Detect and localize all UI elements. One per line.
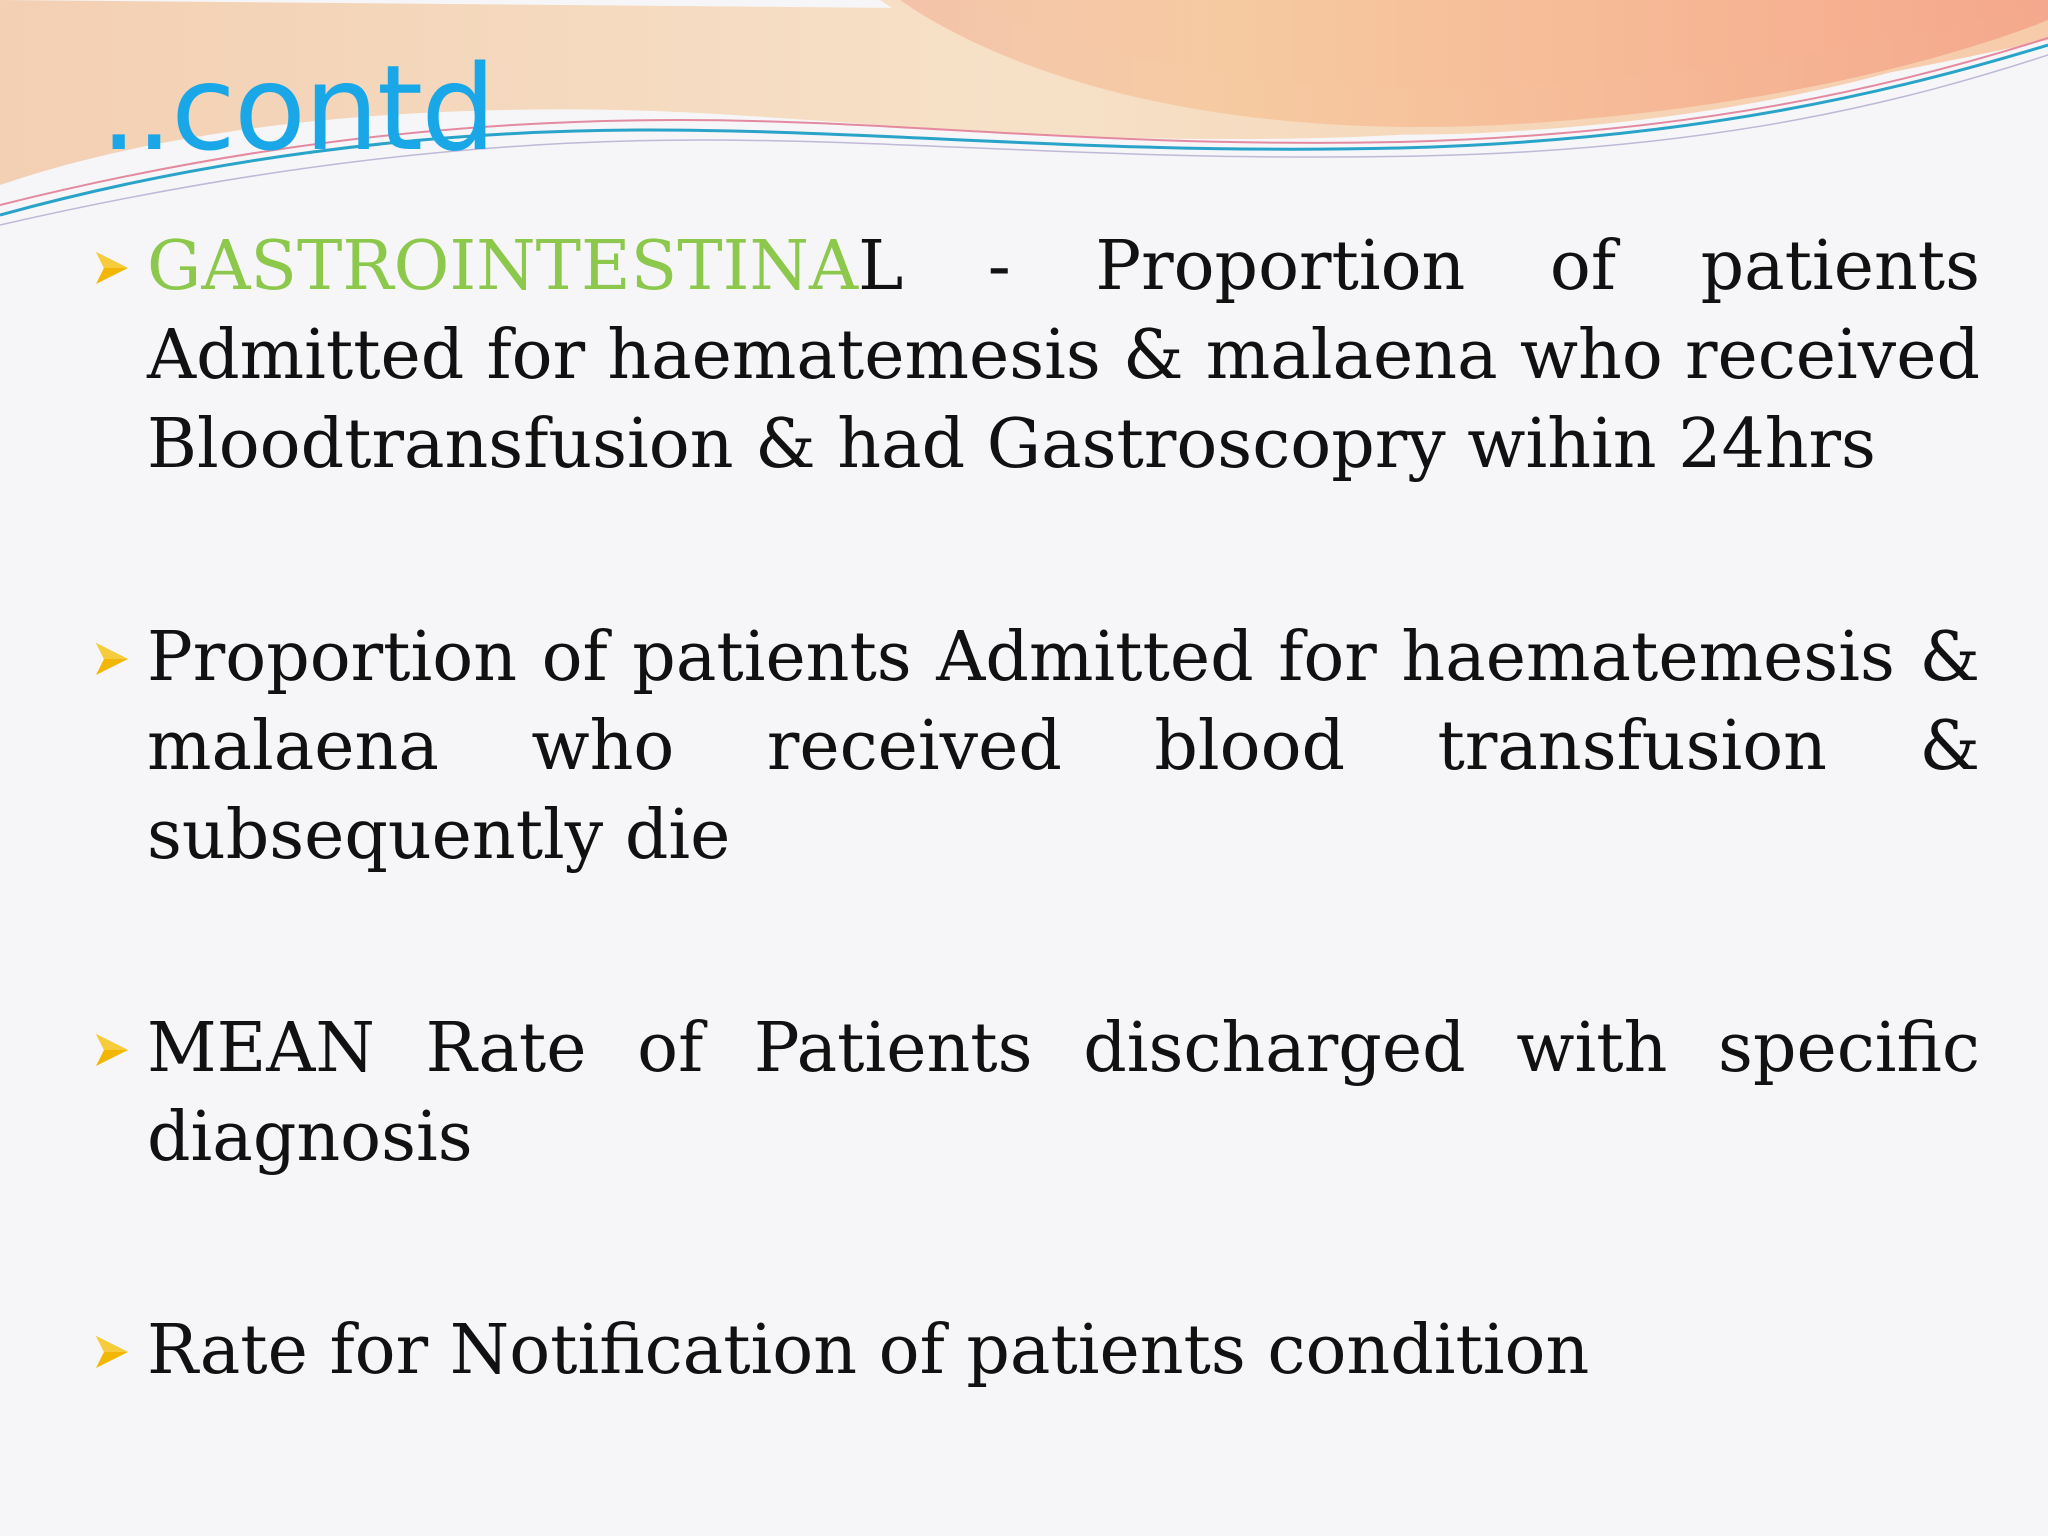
bullet-item-3 xyxy=(92,1004,1980,1182)
arrow-bullet-icon xyxy=(92,1332,132,1372)
bullet-list xyxy=(92,222,1980,1395)
arrow-bullet-icon xyxy=(92,248,132,288)
bullet-text: Proportion of patients Admitted for haematemesis & malaena who received blood transfusion & subsequently die xyxy=(147,618,1980,875)
bullet-text: MEAN Rate of Patients discharged with specific diagnosis xyxy=(147,1009,1980,1177)
bullet-item-1 xyxy=(92,222,1980,489)
arrow-bullet-icon xyxy=(92,639,132,679)
bullet-item-2 xyxy=(92,613,1980,880)
slide-title: ..contd xyxy=(100,39,495,177)
bullet-text: Rate for Notification of patients condition xyxy=(147,1311,1590,1390)
bullet-text: L - Proportion of patients Admitted for haematemesis & malaena who received Bloodtransfusion & had Gastroscopry wihin 24hrs xyxy=(147,227,1980,484)
bullet-item-4 xyxy=(92,1306,1980,1395)
bullet-highlight-text: GASTROINTESTINA xyxy=(147,227,859,306)
arrow-bullet-icon xyxy=(92,1030,132,1070)
